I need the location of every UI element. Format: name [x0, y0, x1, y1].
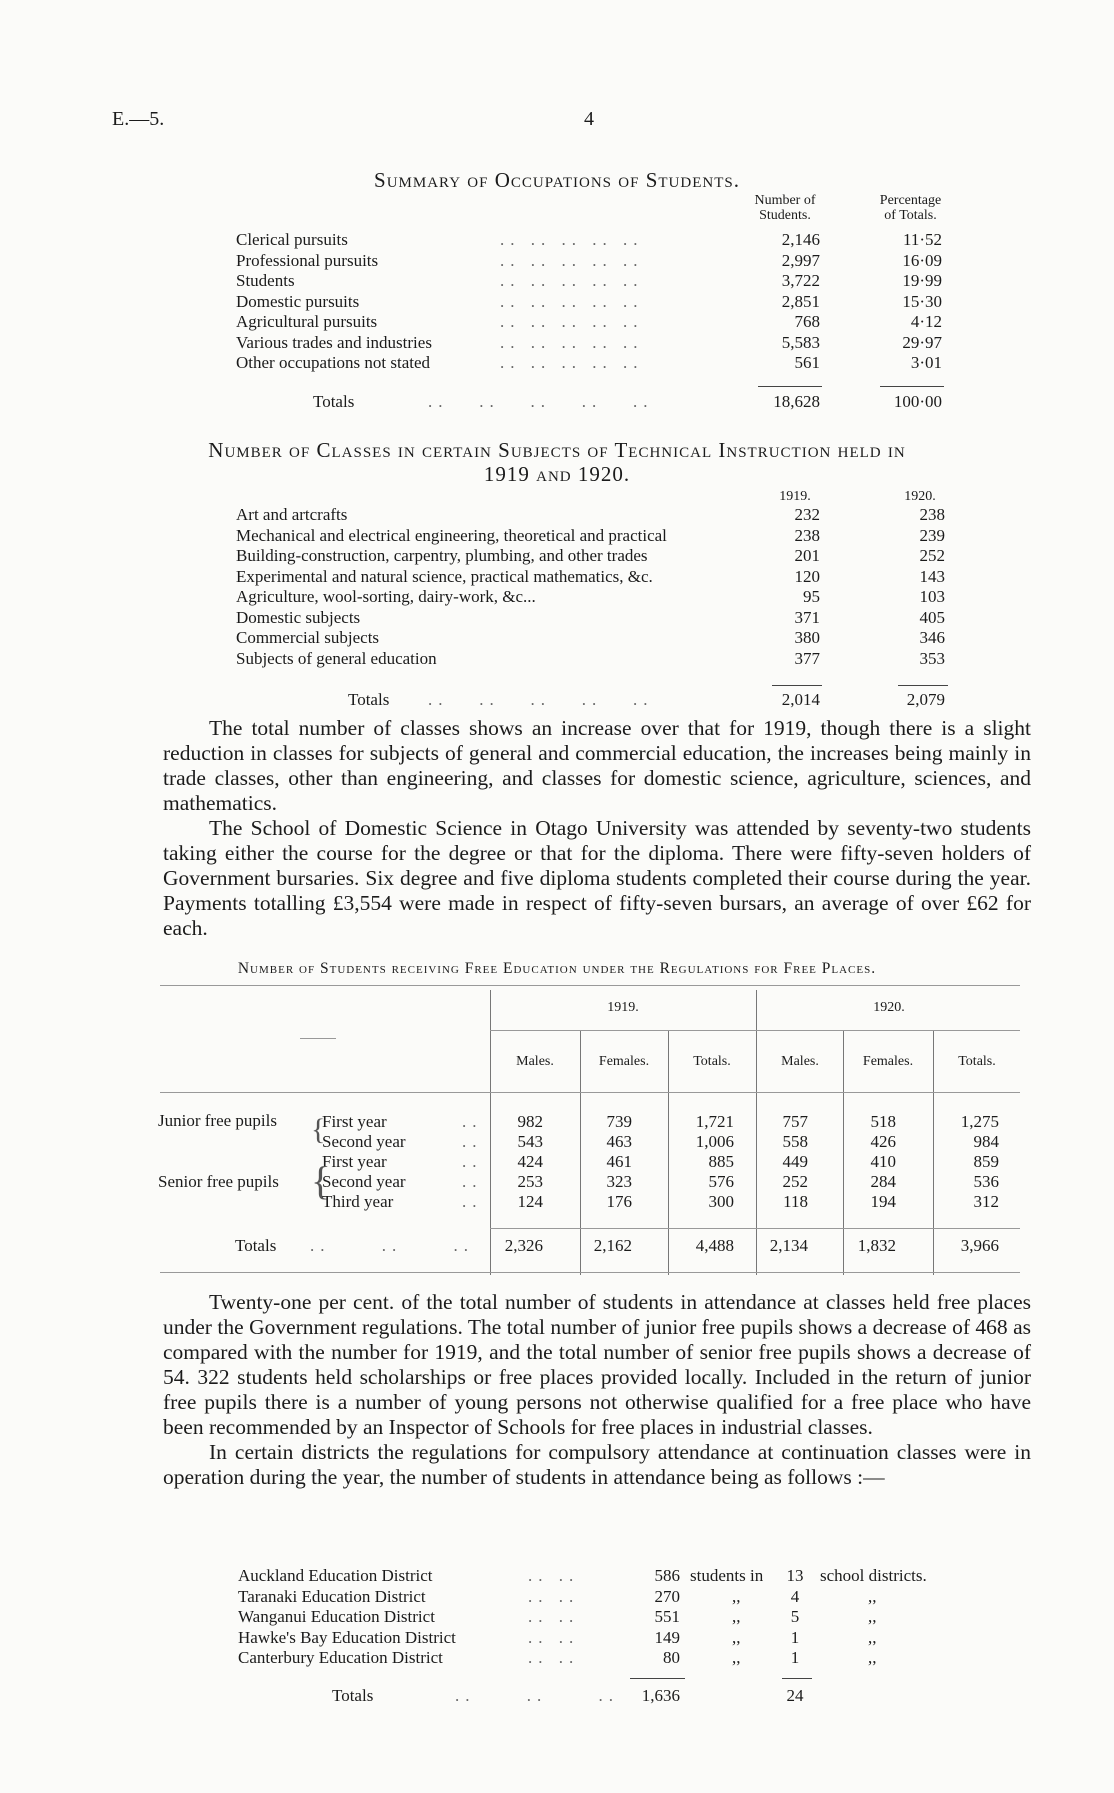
district-tail: ,, [868, 1586, 877, 1606]
occupation-percentage: 15·30 [902, 291, 942, 311]
free-year-label: First year [322, 1152, 387, 1171]
free-cell: 757 [782, 1112, 808, 1131]
class-count-1919: 232 [794, 505, 820, 524]
col-percentage-header: Percentage of Totals. [879, 193, 942, 223]
class-count-1919: 120 [794, 566, 820, 586]
year-rule [490, 1030, 1020, 1031]
district-schools: 5 [790, 1607, 800, 1626]
class-count-1919: 238 [794, 525, 820, 545]
district-students: 551 [654, 1607, 680, 1626]
class-subject-label: Building-construction, carpentry, plumbing, and other trades [236, 546, 648, 565]
free-subcolumn-header: Females. [598, 1054, 650, 1069]
occupation-percentage: 3·01 [910, 353, 942, 372]
occupation-number: 2,997 [781, 250, 820, 270]
districts-totals-schools: 24 [786, 1686, 804, 1705]
free-cell: 194 [870, 1192, 896, 1211]
free-year-1919: 1919. [607, 1000, 639, 1015]
class-subject-label: Domestic subjects [236, 607, 361, 627]
occupation-number: 768 [794, 312, 820, 331]
class-count-1920: 346 [919, 628, 945, 647]
free-cell: 1,721 [695, 1112, 734, 1131]
class-count-1920: 405 [919, 607, 945, 627]
occupation-number: 561 [794, 353, 820, 372]
free-cell: 463 [606, 1132, 632, 1151]
districts-total-rule [630, 1678, 685, 1679]
leader-dots: .. .. .. .. .. [500, 250, 644, 270]
free-cell: 176 [606, 1192, 632, 1211]
free-subcolumn-header: Females. [862, 1054, 914, 1069]
classes-totals-1919: 2,014 [781, 690, 820, 709]
free-cell: 252 [782, 1172, 808, 1191]
free-cell: 518 [870, 1112, 896, 1131]
district-name: Hawke's Bay Education District [238, 1627, 456, 1647]
free-places-title: Number of Students receiving Free Education under the Regulations for Free Places. [237, 960, 877, 977]
district-schools: 1 [790, 1648, 800, 1667]
classes-total-rule-1919 [772, 685, 822, 686]
free-cell: 739 [606, 1112, 632, 1131]
leader-dots: .. .. [528, 1627, 580, 1647]
class-subject-label: Art and artcrafts [236, 505, 348, 524]
occupation-label: Agricultural pursuits [236, 312, 378, 331]
occupations-total-rule-pct [880, 386, 944, 387]
leader-dots: .. .. [528, 1648, 580, 1667]
occupations-title: Summary of Occupations of Students. [374, 168, 740, 192]
classes-total-rule-1920 [898, 685, 948, 686]
occupation-label: Domestic pursuits [236, 291, 360, 311]
free-subcolumn-header: Males. [781, 1054, 819, 1069]
free-cell: 558 [782, 1132, 808, 1151]
classes-year-1920: 1920. [904, 489, 936, 504]
occupation-label: Students [236, 271, 295, 290]
bracket-icon: { [311, 1158, 331, 1203]
occupation-percentage: 29·97 [902, 332, 942, 352]
col-sep [490, 990, 491, 1275]
district-name: Taranaki Education District [238, 1586, 426, 1606]
district-tail: ,, [868, 1627, 877, 1647]
district-suffix: ,, [732, 1586, 741, 1606]
free-cell: 859 [973, 1152, 999, 1171]
free-year-1920: 1920. [873, 1000, 905, 1015]
free-cell: 312 [973, 1192, 999, 1211]
district-schools: 4 [790, 1586, 800, 1606]
free-year-label: Third year [322, 1192, 394, 1211]
class-count-1919: 201 [794, 546, 820, 565]
free-total-cell: 3,966 [960, 1236, 999, 1255]
class-count-1919: 380 [794, 628, 820, 647]
free-year-label: Second year [322, 1172, 406, 1191]
senior-free-pupils-label: Senior free pupils [158, 1172, 279, 1191]
occupation-number: 2,146 [781, 230, 820, 249]
free-cell: 253 [517, 1172, 543, 1191]
stub-dash [300, 1038, 336, 1039]
paragraphs-block-2 [163, 1290, 1031, 1490]
free-cell: 576 [708, 1172, 734, 1191]
paragraph: Twenty-one per cent. of the total number of students in attendance at classes held free places under the Government regulations. The total number of junior free pupils shows a decrease of 468 as compared with the number for 1919, and the total number of senior free pupils shows a decrease of 54. 322 students held scholarships or free places provided locally. Included in the return of junior free pupils there is a number of young persons not otherwise qualified for a free place who have been recommended by an Inspector of Schools for free places in industrial classes. [163, 1290, 1031, 1439]
free-cell: 426 [870, 1132, 896, 1151]
free-totals-label: Totals [235, 1236, 277, 1255]
free-total-cell: 2,162 [593, 1236, 632, 1255]
free-subcolumn-header: Males. [516, 1054, 554, 1069]
occupation-label: Other occupations not stated [236, 353, 431, 372]
district-students: 149 [654, 1627, 680, 1647]
class-count-1920: 252 [919, 546, 945, 565]
leader-dots: .. .. .. .. .. [428, 690, 654, 709]
occupations-totals-pct: 100·00 [893, 392, 942, 411]
leader-dots: .. [462, 1172, 483, 1191]
leader-dots: .. .. [528, 1586, 580, 1606]
class-count-1920: 103 [919, 587, 945, 606]
paragraphs-block-1 [163, 716, 1031, 941]
col-number-header: Number of Students. [754, 193, 816, 223]
occupation-label: Professional pursuits [236, 250, 379, 270]
occupation-percentage: 19·99 [902, 271, 942, 290]
free-cell: 323 [606, 1172, 632, 1191]
district-tail: ,, [868, 1607, 877, 1626]
leader-dots: .. .. .. .. .. [500, 230, 644, 249]
leader-dots: .. .. .. .. .. [500, 271, 644, 290]
class-count-1919: 95 [803, 587, 820, 606]
occupation-number: 2,851 [781, 291, 820, 311]
paragraph: In certain districts the regulations for compulsory attendance at continuation classes were in operation during the year, the number of students in attendance being as follows :— [163, 1440, 1031, 1489]
district-suffix: ,, [732, 1627, 741, 1647]
district-tail: ,, [868, 1648, 877, 1667]
class-count-1920: 353 [919, 648, 945, 668]
district-name: Auckland Education District [238, 1566, 433, 1585]
free-cell: 461 [606, 1152, 632, 1171]
header-bottom-rule [160, 1092, 1020, 1093]
free-cell: 124 [517, 1192, 543, 1211]
occupation-number: 5,583 [781, 332, 820, 352]
free-total-cell: 4,488 [695, 1236, 734, 1255]
leader-dots: .. .. .. .. .. [500, 353, 644, 372]
free-cell: 424 [517, 1152, 543, 1171]
free-subcolumn-header: Totals. [693, 1054, 731, 1069]
col-sep [756, 990, 757, 1275]
leader-dots: .. [462, 1152, 483, 1171]
paragraph: The School of Domestic Science in Otago University was attended by seventy-two students taking either the course for the degree or that for the diploma. There were fifty-seven holders of Government bursaries. Six degree and five diploma students completed their course during the year. Payments totalling £3,554 were made in respect of fifty-seven bursars, an average of over £62 for each. [163, 816, 1031, 940]
class-subject-label: Commercial subjects [236, 628, 380, 647]
districts-totals-students: 1,636 [641, 1686, 680, 1705]
occupations-totals-label: Totals [313, 392, 355, 411]
leader-dots: .. .. .. [310, 1236, 474, 1255]
class-subject-label: Mechanical and electrical engineering, theoretical and practical [236, 525, 667, 545]
class-subject-label: Subjects of general education [236, 648, 437, 668]
districts-totals-label: Totals [332, 1686, 374, 1705]
free-total-cell: 2,326 [504, 1236, 543, 1255]
district-tail: school districts. [820, 1566, 927, 1585]
class-subject-label: Agriculture, wool-sorting, dairy-work, &c... [236, 587, 536, 606]
class-count-1920: 239 [919, 525, 945, 545]
free-places-top-rule [160, 985, 1020, 986]
junior-free-pupils-label: Junior free pupils [158, 1111, 277, 1130]
free-cell: 1,275 [960, 1112, 999, 1131]
leader-dots: .. [462, 1112, 483, 1131]
district-students: 586 [654, 1566, 680, 1585]
occupation-label: Various trades and industries [236, 332, 432, 352]
class-count-1919: 371 [794, 607, 820, 627]
free-cell: 118 [783, 1192, 808, 1211]
leader-dots: .. .. .. .. .. [500, 312, 644, 331]
districts-total-rule-schools [782, 1678, 812, 1679]
occupations-total-rule [758, 386, 822, 387]
free-total-cell: 2,134 [769, 1236, 808, 1255]
class-subject-label: Experimental and natural science, practical mathematics, &c. [236, 566, 653, 586]
leader-dots: .. .. .. .. .. [500, 291, 644, 311]
district-suffix: ,, [732, 1607, 741, 1626]
free-cell: 982 [517, 1112, 543, 1131]
class-count-1920: 238 [919, 505, 945, 524]
class-count-1919: 377 [794, 648, 820, 668]
classes-year-1919: 1919. [779, 489, 811, 504]
classes-title-line1: Number of Classes in certain Subjects of Technical Instruction held in [208, 438, 906, 462]
occupation-percentage: 11·52 [902, 230, 942, 249]
leader-dots: .. .. [528, 1607, 580, 1626]
free-cell: 536 [973, 1172, 999, 1191]
free-cell: 543 [517, 1132, 543, 1151]
free-year-label: Second year [322, 1132, 406, 1151]
leader-dots: .. .. .. .. .. [428, 392, 654, 411]
district-name: Wanganui Education District [238, 1607, 435, 1626]
page-number: 4 [584, 108, 594, 130]
occupation-label: Clerical pursuits [236, 230, 348, 249]
free-subcolumn-header: Totals. [958, 1054, 996, 1069]
free-cell: 410 [870, 1152, 896, 1171]
leader-dots: .. .. .. [455, 1686, 619, 1705]
occupation-number: 3,722 [781, 271, 820, 290]
district-suffix: students in [690, 1566, 764, 1585]
occupation-percentage: 16·09 [902, 250, 942, 270]
district-schools: 1 [790, 1627, 800, 1647]
free-total-cell: 1,832 [857, 1236, 896, 1255]
free-cell: 885 [708, 1152, 734, 1171]
bracket-icon: { [311, 1113, 326, 1146]
free-places-bottom-rule [160, 1272, 1020, 1273]
free-cell: 1,006 [695, 1132, 734, 1151]
leader-dots: .. [462, 1192, 483, 1211]
classes-totals-label: Totals [348, 690, 390, 709]
leader-dots: .. [462, 1132, 483, 1151]
free-cell: 984 [973, 1132, 999, 1151]
class-count-1920: 143 [919, 566, 945, 586]
leader-dots: .. .. .. .. .. [500, 332, 644, 352]
district-schools: 13 [786, 1566, 804, 1585]
district-suffix: ,, [732, 1648, 741, 1667]
free-cell: 449 [782, 1152, 808, 1171]
page-reference: E.—5. [112, 108, 165, 130]
leader-dots: .. .. [528, 1566, 580, 1585]
district-name: Canterbury Education District [238, 1648, 443, 1667]
district-students: 80 [663, 1648, 680, 1667]
free-cell: 300 [708, 1192, 734, 1211]
occupations-totals-number: 18,628 [773, 392, 820, 411]
paragraph: The total number of classes shows an increase over that for 1919, though there is a slight reduction in classes for subjects of general and commercial education, the increases being mainly in trade classes, other than engineering, and classes for domestic science, agriculture, sciences, and mathematics. [163, 716, 1031, 815]
free-year-label: First year [322, 1112, 387, 1131]
district-students: 270 [654, 1586, 680, 1606]
totals-top-rule [490, 1228, 1020, 1229]
free-cell: 284 [870, 1172, 896, 1191]
occupation-percentage: 4·12 [910, 312, 942, 331]
classes-totals-1920: 2,079 [906, 690, 945, 709]
classes-title-line2: 1919 and 1920. [483, 462, 631, 486]
